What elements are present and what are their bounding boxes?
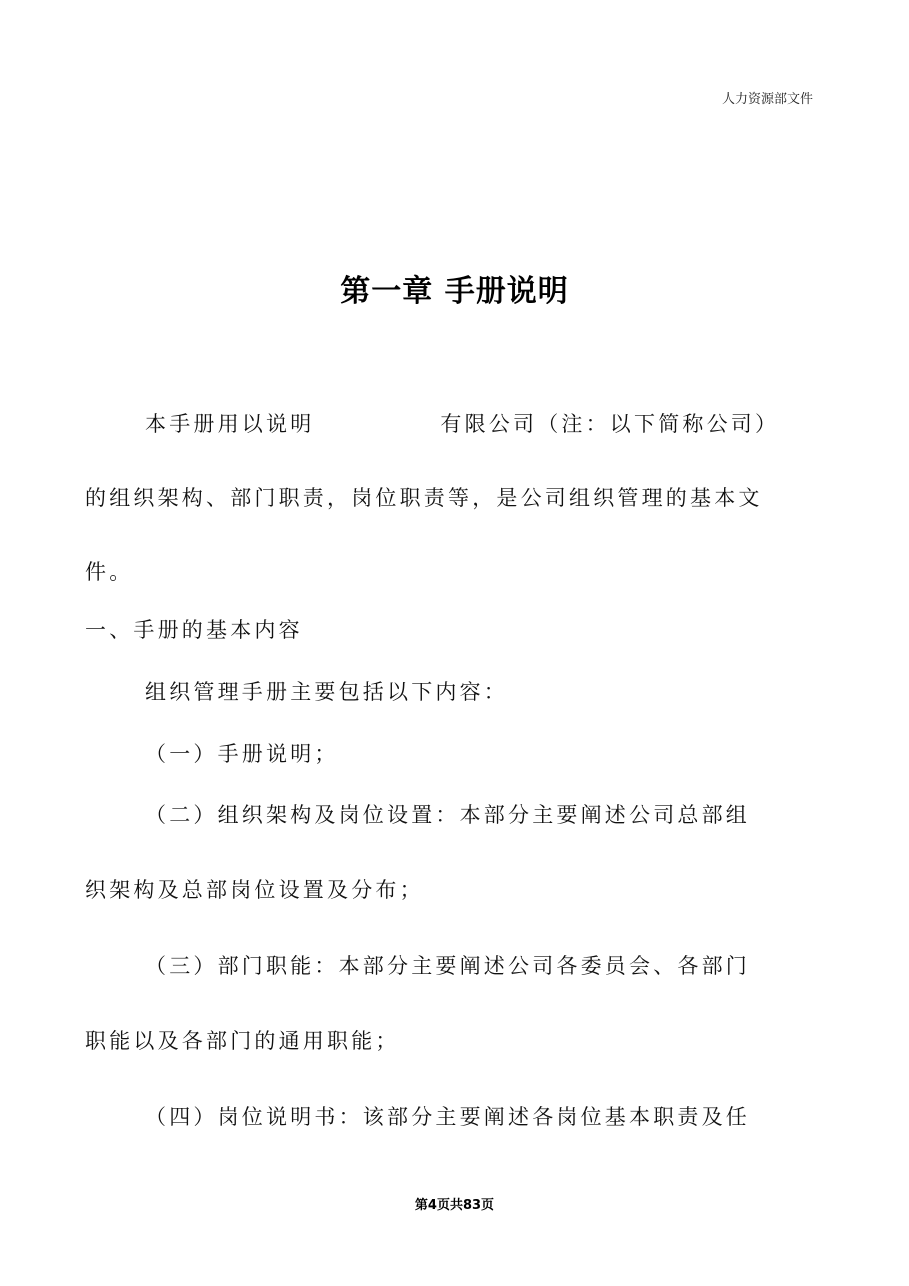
list-item-2-line-2: 织架构及总部岗位设置及分布； xyxy=(85,878,424,902)
section-lead: 组织管理手册主要包括以下内容： xyxy=(145,680,508,704)
list-item-2-line-1: （二）组织架构及岗位设置：本部分主要阐述公司总部组 xyxy=(145,803,750,827)
page-number: 第4页共83页 xyxy=(414,1198,495,1213)
intro-line-1-end: 有限公司（注：以下简称公司） xyxy=(440,412,780,436)
list-item-3-line-1: （三）部门职能：本部分主要阐述公司各委员会、各部门 xyxy=(145,954,750,978)
list-item-3-line-2: 职能以及各部门的通用职能； xyxy=(85,1029,400,1053)
section-heading: 一、手册的基本内容 xyxy=(85,618,303,642)
list-item-1: （一）手册说明； xyxy=(145,742,339,766)
intro-line-1-start: 本手册用以说明 xyxy=(145,412,315,436)
intro-line-1 xyxy=(145,408,779,438)
chapter-title: 第一章 手册说明 xyxy=(340,274,569,309)
intro-line-3: 件。 xyxy=(85,560,134,584)
intro-line-2: 的组织架构、部门职责，岗位职责等，是公司组织管理的基本文 xyxy=(85,486,763,510)
list-item-4-line-1: （四）岗位说明书：该部分主要阐述各岗位基本职责及任 xyxy=(145,1105,750,1129)
department-note: 人力资源部文件 xyxy=(721,92,813,107)
